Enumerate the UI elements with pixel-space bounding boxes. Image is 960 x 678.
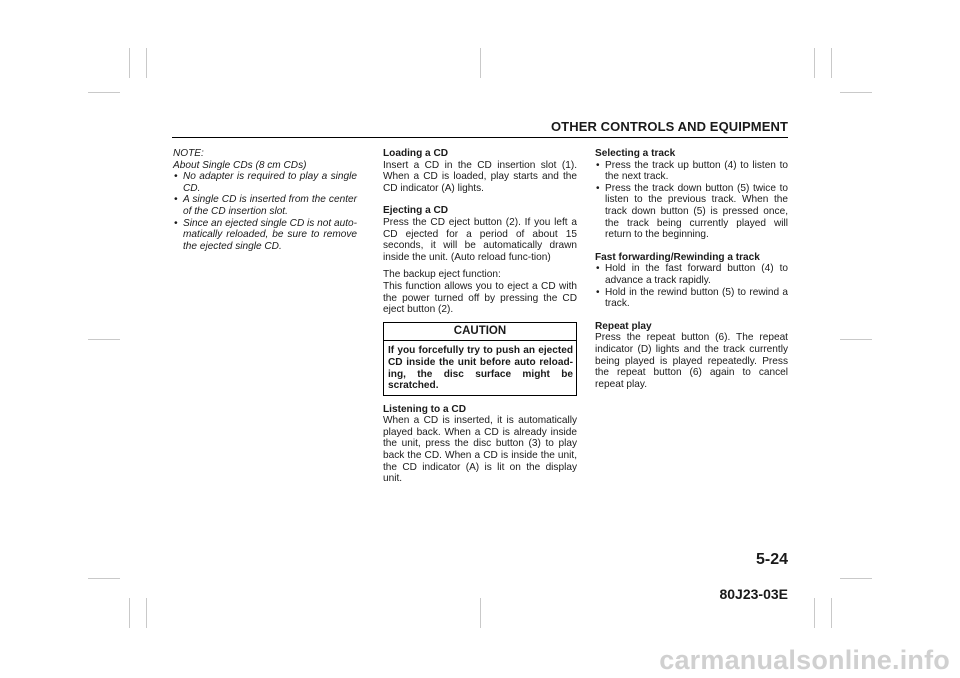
crop-mark [146, 598, 147, 628]
ejecting-text: Press the CD eject button (2). If you left a CD ejected for a period of about 15 seconds, it will be automatically drawn inside the unit. (Auto reload func-tion) [383, 216, 577, 263]
backup-text: This function allows you to eject a CD with the power turned off by pressing the CD eject button (2). [383, 280, 577, 316]
note-bullet: • A single CD is inserted from the center of the CD insertion slot. [173, 194, 357, 217]
listening-text: When a CD is inserted, it is automatically played back. When a CD is already inside the unit, press the disc button (3) to play back the CD. When a CD is inside the unit, the CD indicator (A) is lit on the display unit. [383, 415, 577, 485]
selecting-list [595, 160, 788, 241]
selecting-bullet: • Press the track up button (4) to listen to the next track. [595, 160, 788, 183]
crop-mark [88, 339, 120, 340]
repeat-heading: Repeat play [595, 320, 652, 332]
repeat-text: Press the repeat button (6). The repeat indicator (D) lights and the track currently being played is played repeatedly. Press the repeat button (6) again to cancel repeat play. [595, 332, 788, 390]
page-header-title: OTHER CONTROLS AND EQUIPMENT [550, 119, 788, 134]
crop-mark [814, 598, 815, 628]
loading-text: Insert a CD in the CD insertion slot (1). When a CD is loaded, play starts and the CD indicator (A) lights. [383, 159, 577, 194]
column-1 [173, 148, 357, 252]
crop-mark [840, 92, 872, 93]
caution-box [383, 322, 577, 396]
column-2 [383, 148, 577, 485]
ff-bullet: • Hold in the fast forward button (4) to advance a track rapidly. [595, 263, 788, 286]
crop-mark [840, 339, 872, 340]
crop-mark [129, 598, 130, 628]
document-code: 80J23-03E [719, 586, 788, 602]
backup-title: The backup eject function: [383, 269, 501, 281]
crop-mark [146, 48, 147, 78]
crop-mark [840, 578, 872, 579]
note-bullet: • Since an ejected single CD is not auto-matically reloaded, be sure to remove the ejected single CD. [173, 218, 357, 253]
watermark: carmanualsonline.info [659, 645, 950, 675]
ff-list [595, 263, 788, 309]
crop-mark [480, 48, 481, 78]
selecting-heading: Selecting a track [595, 148, 676, 159]
crop-mark [480, 598, 481, 628]
ff-bullet: • Hold in the rewind button (5) to rewind a track. [595, 287, 788, 310]
note-list [173, 171, 357, 252]
crop-mark [831, 48, 832, 78]
crop-mark [814, 48, 815, 78]
crop-mark [88, 578, 120, 579]
crop-mark [129, 48, 130, 78]
loading-heading: Loading a CD [383, 148, 449, 159]
page-number: 5-24 [755, 551, 788, 568]
column-3 [595, 148, 788, 390]
crop-mark [831, 598, 832, 628]
caution-text: If you forcefully try to push an ejected CD inside the unit before auto reload-ing, the disc surface might be scratched. [388, 345, 573, 392]
note-bullet: • No adapter is required to play a single CD. [173, 171, 357, 194]
crop-mark [88, 92, 120, 93]
header-rule [172, 137, 788, 138]
note-label: NOTE: [173, 148, 204, 159]
selecting-bullet: • Press the track down button (5) twice to listen to the previous track. When the track down button (5) is pressed once, the track being currently played will return to the beginning. [595, 183, 788, 241]
listening-heading: Listening to a CD [383, 403, 466, 415]
caution-heading: CAUTION [384, 323, 576, 342]
note-subtitle: About Single CDs (8 cm CDs) [173, 159, 307, 171]
ff-heading: Fast forwarding/Rewinding a track [595, 251, 760, 263]
ejecting-heading: Ejecting a CD [383, 205, 449, 217]
